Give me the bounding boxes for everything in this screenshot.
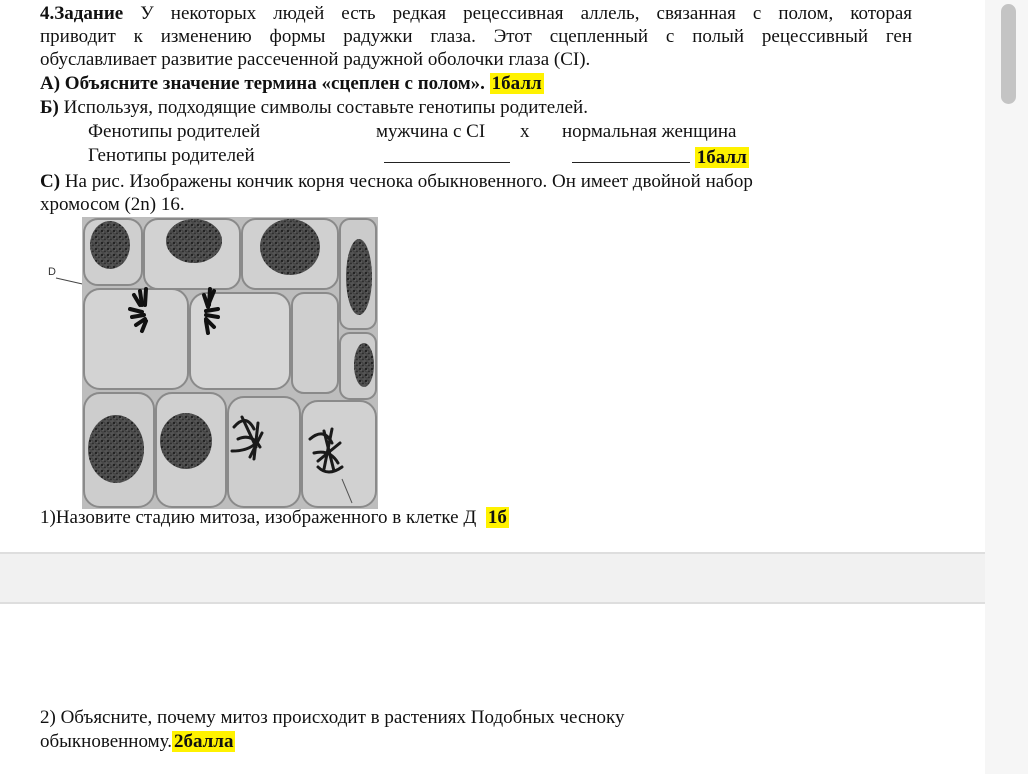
question-2-line-2: обыкновенному. 2балла — [40, 731, 234, 752]
part-a-question: А) Объясните значение термина «сцеплен с полом». — [40, 73, 485, 94]
scrollbar-thumb[interactable] — [1001, 4, 1016, 104]
part-b-points-badge: 1балл — [696, 147, 747, 168]
genotype-male-blank — [384, 144, 510, 169]
vertical-scrollbar[interactable] — [985, 0, 1028, 774]
task-intro-line-1: 4.Задание У некоторых людей есть редкая рецессивная аллель, связанная с полом, которая — [40, 3, 912, 24]
question-2-line-1: 2) Объясните, почему митоз происходит в растениях Подобных чесноку — [40, 707, 625, 728]
phenotype-female: нормальная женщина — [562, 121, 737, 142]
page-separator — [0, 552, 985, 604]
question-1-points-badge: 1б — [487, 507, 507, 528]
task-number: 4.Задание — [40, 3, 124, 24]
part-c-line-1: С) На рис. Изображены кончик корня чеснока обыкновенного. Он имеет двойной набор — [40, 171, 753, 192]
part-c-letter: С) — [40, 171, 61, 192]
question-1 — [40, 506, 509, 529]
part-a-points-badge: 1балл — [491, 73, 542, 94]
figure-label-d: D — [48, 266, 56, 278]
task-intro-line-3: обуславливает развитие рассеченной радужной оболочки глаза (CI). — [40, 49, 591, 70]
genotypes-label: Генотипы родителей — [88, 145, 255, 166]
question-1-text: 1)Назовите стадию митоза, изображенного в клетке Д — [40, 507, 477, 528]
part-a — [40, 72, 544, 95]
phenotypes-label: Фенотипы родителей — [88, 121, 261, 142]
document-page-2 — [0, 604, 985, 774]
root-tip-micrograph — [82, 217, 378, 509]
genotype-female-blank — [572, 144, 749, 169]
phenotype-male: мужчина с CI — [376, 121, 486, 142]
part-b-letter: Б) — [40, 97, 59, 118]
cross-symbol: х — [520, 121, 530, 142]
part-c-line-2: хромосом (2n) 16. — [40, 194, 185, 215]
part-b-question: Используя, подходящие символы составьте генотипы родителей. — [58, 97, 588, 118]
task-intro-line-2: приводит к изменению формы радужки глаза. Этот сцепленный с полый рецессивный ген — [40, 26, 912, 47]
question-2-points-badge: 2балла — [173, 731, 234, 752]
part-b — [40, 96, 588, 119]
